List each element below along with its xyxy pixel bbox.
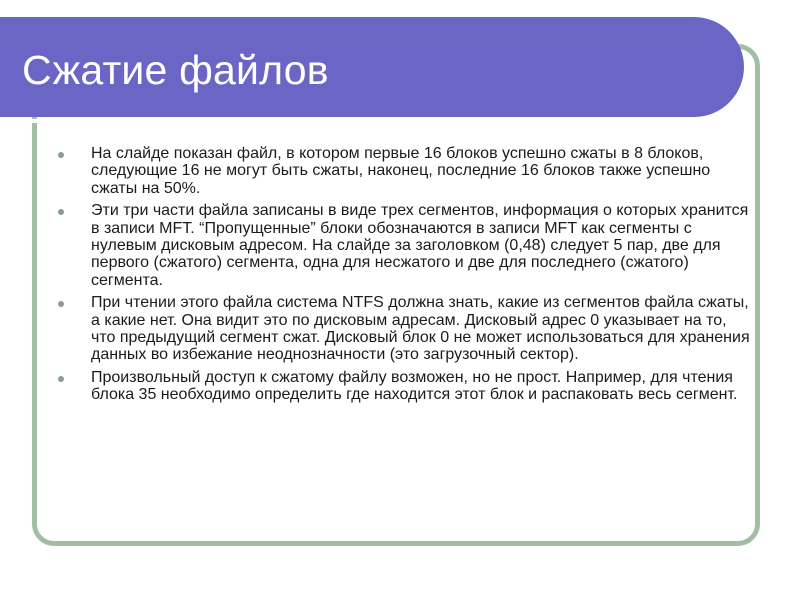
title-underline	[14, 119, 708, 123]
title-bar	[0, 17, 744, 117]
bullet-dot-icon	[58, 152, 64, 158]
bullet-item	[55, 294, 755, 364]
bullet-dot-icon	[58, 209, 64, 215]
bullet-text: При чтении этого файла система NTFS должна знать, какие из сегментов файла сжаты, а какие нет. Она видит это по дисковым адресам. Дисковый адрес 0 указывает на то, что предыдущий сегмент сжат. Дисковый блок 0 не может использоваться для хранения данных во избежание неоднозначности (это загрузочный сектор).	[91, 294, 750, 364]
bullet-text: На слайде показан файл, в котором первые 16 блоков успешно сжаты в 8 блоков, следующие 16 не могут быть сжаты, наконец, последние 16 блоков также успешно сжаты на 50%.	[91, 145, 711, 197]
bullet-list	[55, 145, 755, 409]
bullet-text: Эти три части файла записаны в виде трех сегментов, информация о которых хранится в записи MFT. “Пропущенные” блоки обозначаются в записи MFT как сегменты с нулевым дисковым адресом. На слайде за заголовком (0,48) следует 5 пар, две для первого (сжатого) сегмента, одна для несжатого и две для последнего (сжатого) сегмента.	[91, 202, 749, 289]
bullet-item	[55, 202, 755, 289]
slide-title: Сжатие файлов	[22, 47, 329, 93]
bullet-dot-icon	[58, 376, 64, 382]
bullet-dot-icon	[58, 301, 64, 307]
bullet-text: Произвольный доступ к сжатому файлу возможен, но не прост. Например, для чтения блока 35 необходимо определить где находится этот блок и распаковать весь сегмент.	[91, 368, 738, 404]
bullet-item	[55, 369, 755, 404]
bullet-item	[55, 145, 755, 197]
